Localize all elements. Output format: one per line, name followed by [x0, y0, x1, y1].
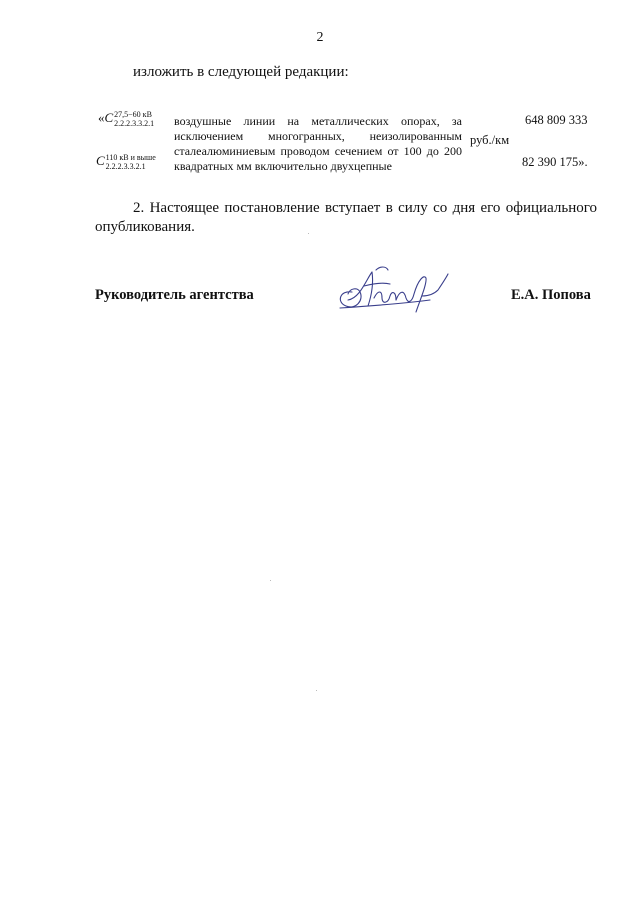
handwritten-signature: [330, 260, 460, 320]
scan-speck: [270, 580, 271, 581]
rate-value-2: 82 390 175».: [522, 155, 588, 169]
paragraph-2: 2. Настоящее постановление вступает в силу со дня его официального опубликования.: [95, 200, 597, 235]
formula-symbol: C: [104, 110, 114, 125]
formula-superscript: 27,5−60 кВ: [114, 110, 152, 120]
formula-index-stack: [114, 110, 154, 128]
formula-symbol: C: [96, 153, 105, 168]
formula-subscript: 2.2.2.3.3.2.1: [114, 119, 155, 129]
rate-formula-2: [96, 153, 156, 171]
rate-formula-1: [98, 110, 154, 128]
formula-superscript: 110 кВ и выше: [105, 153, 156, 163]
formula-prefix: «: [98, 110, 105, 125]
rate-unit: руб./км: [470, 133, 510, 147]
scan-speck: [308, 233, 309, 234]
page-number: 2: [316, 30, 324, 45]
formula-index-stack: [106, 153, 156, 171]
formula-subscript: 2.2.2.3.3.2.1: [105, 162, 146, 172]
signatory-title: Руководитель агентства: [95, 287, 254, 303]
rate-value-1: 648 809 333: [525, 113, 588, 127]
intro-text: изложить в следующей редакции:: [133, 64, 349, 80]
signatory-name: Е.А. Попова: [511, 287, 591, 303]
scan-speck: [316, 690, 317, 691]
rate-description: воздушные линии на металлических опорах, за исключением многогранных, неизолированным сталеалюминиевым проводом сечением от 100 до 200 квадратных мм включительно двухцепные: [174, 114, 462, 173]
